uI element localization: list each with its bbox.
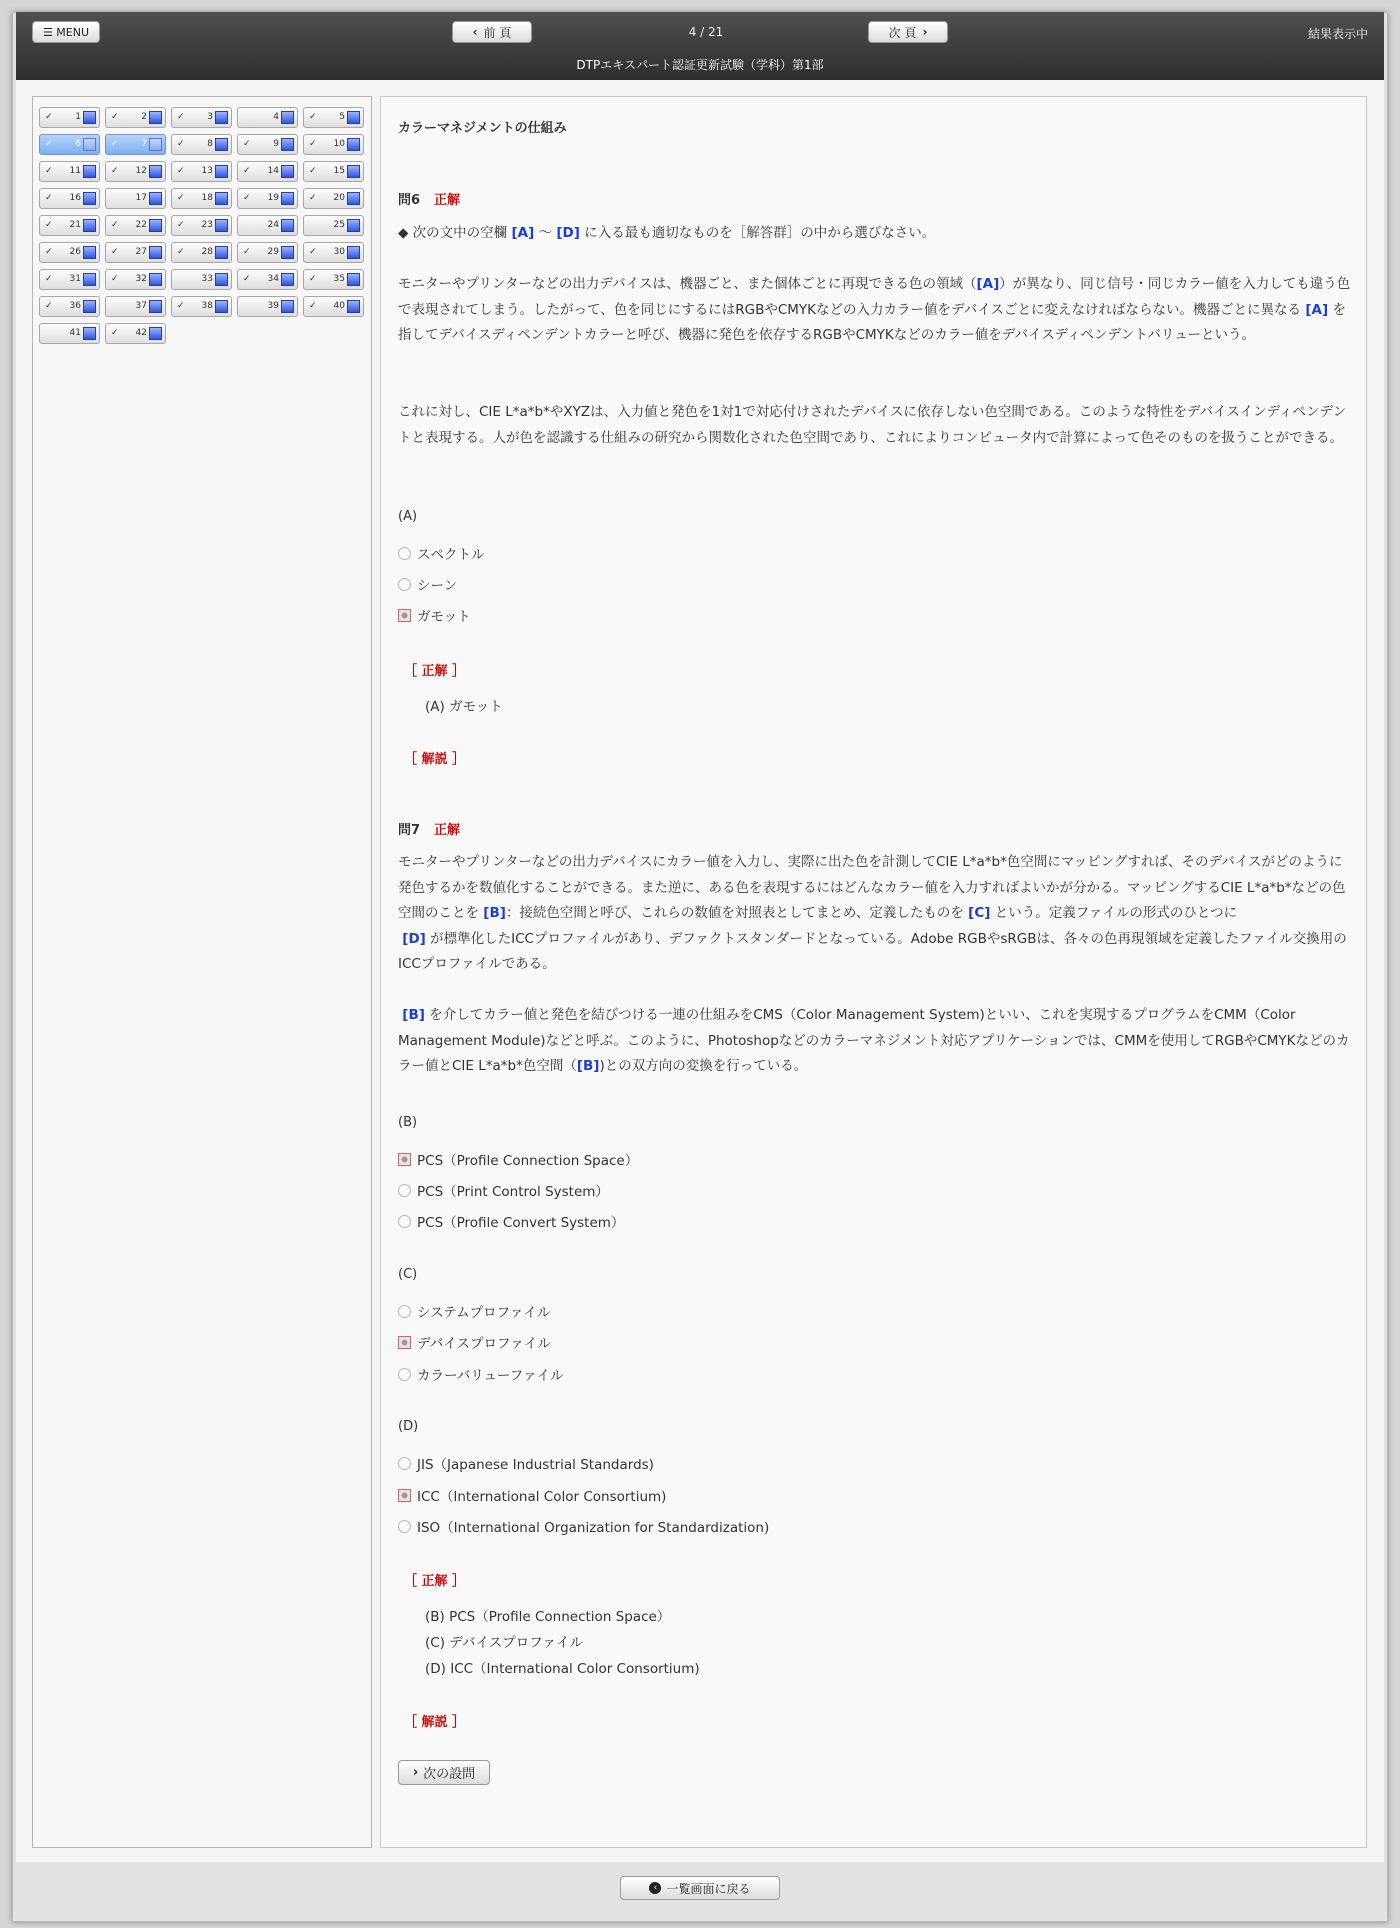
header-bar [16,12,1384,80]
flag-icon[interactable] [83,165,96,178]
check-icon: ✓ [309,112,317,122]
arrow-left-circle-icon: ‹ [649,1882,661,1894]
flag-icon[interactable] [347,165,360,178]
option-d-2[interactable] [398,1485,666,1505]
blank-b: [B] [402,1007,425,1023]
flag-icon[interactable] [149,327,162,340]
question-7-answer-b: (B) PCS（Profile Connection Space） [425,1609,671,1625]
flag-icon[interactable] [83,111,96,124]
question-number: 36 [69,301,81,311]
question-nav-button[interactable] [105,296,166,317]
para-text: )との双方向の変換を行っている。 [599,1058,808,1074]
radio-selected-icon[interactable] [398,609,411,622]
question-6-instruction [398,221,1353,247]
check-icon: ✓ [111,328,119,338]
flag-icon[interactable] [83,219,96,232]
question-number: 35 [333,274,345,284]
radio-selected-icon[interactable] [398,1153,411,1166]
flag-icon[interactable] [83,300,96,313]
option-c-2[interactable] [398,1332,551,1352]
question-number: 17 [135,193,147,203]
next-page-button[interactable] [868,21,948,43]
chevron-left-icon: ‹ [472,25,478,39]
question-number: 1 [75,112,81,122]
section-title: カラーマネジメントの仕組み [398,121,567,136]
flag-icon[interactable] [149,273,162,286]
question-6-header [398,189,460,208]
para-text: ）が異なり、同じ信号・同じカラー値を入力しても違う色で表現されてしまう。したがって、色を同じにするにはRGBやCMYKなどの入力カラー値をデバイスごとに変えなければならない。機器ごとに異なる [398,276,1351,318]
option-label: ガモット [417,609,471,625]
question-number: 7 [141,139,147,149]
flag-icon[interactable] [281,192,294,205]
question-nav-button[interactable] [303,161,364,182]
option-b-2[interactable] [398,1180,609,1200]
question-7-answer-c: (C) デバイスプロファイル [425,1635,584,1651]
question-7-answer-d: (D) ICC（International Color Consortium) [425,1661,700,1677]
question-6-paragraph-2: これに対し、CIE L*a*b*やXYZは、入力値と発色を1対1で対応付けされたデバイスに依存しない色空間である。このような特性をデバイスインディペンデントと表現する。人が色を認識する仕組みの研究から関数化された色空間であり、これによりコンピュータ内で計算によって色そのものを扱うことができる。 [398,404,1347,446]
question-6-label: 問6 [398,193,421,208]
option-label: ISO（International Organization for Standardization) [417,1520,770,1536]
question-number: 42 [135,328,147,338]
question-number: 38 [201,301,213,311]
question-number: 5 [339,112,345,122]
footer-bar [0,1862,1400,1910]
check-icon: ✓ [111,220,119,230]
question-number: 33 [201,274,213,284]
radio-icon[interactable] [398,547,411,560]
radio-selected-icon[interactable] [398,1489,411,1502]
part-d-label: (D) [398,1419,419,1434]
question-nav-button[interactable] [105,107,166,128]
question-nav-button[interactable] [237,296,298,317]
next-page-label: 次 頁 [888,25,917,40]
check-icon: ✓ [45,166,53,176]
check-icon: ✓ [45,274,53,284]
option-c-1[interactable] [398,1301,550,1321]
question-number: 10 [333,139,345,149]
question-number: 4 [273,112,279,122]
flag-icon[interactable] [347,246,360,259]
flag-icon[interactable] [215,246,228,259]
part-b-label: (B) [398,1115,418,1130]
flag-icon[interactable] [347,111,360,124]
question-panel [380,96,1367,1848]
back-to-list-label: 一覧画面に戻る [666,1881,751,1896]
flag-icon[interactable] [149,219,162,232]
question-number: 20 [333,193,345,203]
question-nav-button[interactable] [303,134,364,155]
check-icon: ✓ [309,247,317,257]
question-nav-button[interactable] [171,161,232,182]
question-6-answer-heading: ［ 正解 ］ [404,664,466,679]
question-number: 8 [207,139,213,149]
question-6-explanation-heading: ［ 解説 ］ [404,752,466,767]
question-number: 30 [333,247,345,257]
question-nav-button[interactable] [303,107,364,128]
flag-icon[interactable] [281,273,294,286]
question-number: 19 [267,193,279,203]
check-icon: ✓ [243,193,251,203]
option-a-1[interactable] [398,543,485,563]
instruction-text: ◆ 次の文中の空欄 [398,225,508,241]
check-icon: ✓ [45,247,53,257]
question-number: 21 [69,220,81,230]
check-icon: ✓ [45,193,53,203]
question-number: 3 [207,112,213,122]
exam-title: DTPエキスパート認証更新試験（学科）第1部 [576,58,824,72]
check-icon: ✓ [309,139,317,149]
check-icon: ✓ [111,247,119,257]
check-icon: ✓ [177,139,185,149]
question-number: 39 [267,301,279,311]
part-a-label: (A) [398,509,418,524]
question-nav-button[interactable] [105,134,166,155]
flag-icon[interactable] [347,273,360,286]
flag-icon[interactable] [347,300,360,313]
question-nav-button[interactable] [303,215,364,236]
radio-icon[interactable] [398,1215,411,1228]
question-nav-button[interactable] [237,215,298,236]
question-6-paragraph-1 [398,272,1353,349]
flag-icon[interactable] [215,192,228,205]
option-d-3[interactable] [398,1516,769,1536]
question-grid [39,107,369,344]
question-nav-button[interactable] [171,215,232,236]
para-text: という。定義ファイルの形式のひとつに [994,905,1238,921]
question-7-header [398,819,460,838]
question-number: 28 [201,247,213,257]
question-number: 25 [333,220,345,230]
instruction-text: に入る最も適切なものを［解答群］の中から選びなさい。 [584,225,936,241]
question-number: 12 [135,166,147,176]
question-nav-button[interactable] [39,107,100,128]
option-d-1[interactable] [398,1453,654,1473]
prev-page-button[interactable] [452,21,532,43]
flag-icon[interactable] [215,300,228,313]
flag-icon[interactable] [149,246,162,259]
page-counter: 4 / 21 [688,25,724,39]
option-label: カラーバリューファイル [417,1368,564,1384]
flag-icon[interactable] [149,111,162,124]
question-number: 2 [141,112,147,122]
radio-icon[interactable] [398,1305,411,1318]
question-number: 18 [201,193,213,203]
check-icon: ✓ [309,166,317,176]
radio-icon[interactable] [398,578,411,591]
check-icon: ✓ [309,301,317,311]
question-nav-button[interactable] [237,161,298,182]
option-a-3[interactable] [398,605,471,625]
option-label: ICC（International Color Consortium) [417,1489,667,1505]
question-7-paragraph-1 [398,850,1353,978]
check-icon: ✓ [309,274,317,284]
flag-icon[interactable] [215,273,228,286]
blank-d: [D] [556,225,580,241]
flag-icon[interactable] [347,219,360,232]
option-c-3[interactable] [398,1364,563,1384]
check-icon: ✓ [111,274,119,284]
para-text: ：接続色空間と呼び、これらの数値を対照表としてまとめ、定義したものを [505,905,964,921]
check-icon: ✓ [243,274,251,284]
flag-icon[interactable] [83,327,96,340]
question-nav-button[interactable] [171,188,232,209]
question-number: 22 [135,220,147,230]
question-nav-button[interactable] [105,215,166,236]
blank-b: [B] [483,905,506,921]
para-text: が標準化したICCプロファイルがあり、デファクトスタンダードとなっている。Adobe RGBやsRGBは、各々の色再現領域を定義したファイル交換用のICCプロファイルである。 [398,930,1347,972]
option-label: シーン [417,578,458,594]
check-icon: ✓ [45,112,53,122]
flag-icon[interactable] [215,111,228,124]
flag-icon[interactable] [281,246,294,259]
question-number: 26 [69,247,81,257]
part-c-label: (C) [398,1267,418,1282]
check-icon: ✓ [177,220,185,230]
option-label: PCS（Profile Convert System） [417,1215,625,1231]
check-icon: ✓ [177,247,185,257]
blank-c: [C] [968,905,991,921]
check-icon: ✓ [111,166,119,176]
option-b-3[interactable] [398,1211,624,1231]
question-number: 34 [267,274,279,284]
next-question-label: 次の設問 [423,1767,476,1782]
check-icon: ✓ [177,193,185,203]
flag-icon[interactable] [347,138,360,151]
question-nav-button[interactable] [105,188,166,209]
flag-icon[interactable] [149,300,162,313]
question-nav-button[interactable] [237,107,298,128]
question-nav-button[interactable] [171,296,232,317]
question-nav-button[interactable] [105,161,166,182]
option-label: システムプロファイル [417,1305,551,1321]
radio-selected-icon[interactable] [398,1336,411,1349]
check-icon: ✓ [177,166,185,176]
prev-page-label: 前 頁 [483,25,512,40]
option-label: スペクトル [417,547,485,563]
menu-button[interactable]: ☰ MENU [32,21,100,43]
question-nav-button[interactable] [171,269,232,290]
question-number: 9 [273,139,279,149]
check-icon: ✓ [177,301,185,311]
para-text: モニターやプリンターなどの出力デバイスにカラー値を入力し、実際に出た色を計測してCIE L*a*b*色空間にマッピングすれば、そのデバイスがどのように発色するかを数値化することができる。また逆に、ある色を表現するにはどんなカラー値を入力すればよいかが分かる。マッピングするCIE L*a*b*などの色空間のことを [398,854,1346,921]
check-icon: ✓ [45,220,53,230]
question-nav-button[interactable] [171,134,232,155]
flag-icon[interactable] [83,273,96,286]
option-a-2[interactable] [398,574,457,594]
question-nav-button[interactable] [237,134,298,155]
flag-icon[interactable] [83,138,96,151]
check-icon: ✓ [111,112,119,122]
question-nav-button[interactable] [303,296,364,317]
question-number: 31 [69,274,81,284]
question-7-answer-heading: ［ 正解 ］ [404,1574,466,1589]
blank-b: [B] [576,1058,600,1074]
question-nav-button[interactable] [39,296,100,317]
para-text: モニターやプリンターなどの出力デバイスは、機器ごと、また個体ごとに再現できる色の領域（ [398,276,977,292]
check-icon: ✓ [243,139,251,149]
option-label: JIS（Japanese Industrial Standards) [417,1457,654,1473]
question-nav-button[interactable] [237,269,298,290]
question-nav-button[interactable] [303,269,364,290]
question-number: 32 [135,274,147,284]
check-icon: ✓ [45,301,53,311]
blank-a: [A] [1305,301,1329,318]
chevron-right-icon: › [922,25,928,39]
question-7-label: 問7 [398,823,421,838]
question-navigator [32,96,372,1848]
question-nav-button[interactable] [39,134,100,155]
question-number: 16 [69,193,81,203]
radio-icon[interactable] [398,1184,411,1197]
question-nav-button[interactable] [303,242,364,263]
question-nav-button[interactable] [39,188,100,209]
option-label: PCS（Print Control System） [417,1184,609,1200]
question-number: 29 [267,247,279,257]
question-7-result: 正解 [434,823,461,838]
question-nav-button[interactable] [105,269,166,290]
question-nav-button[interactable] [237,188,298,209]
question-7-paragraph-2 [398,1003,1353,1080]
next-question-button[interactable] [398,1760,490,1785]
question-7-explanation-heading: ［ 解説 ］ [404,1715,466,1730]
flag-icon[interactable] [281,219,294,232]
back-to-list-button[interactable] [620,1876,780,1900]
option-label: PCS（Profile Connection Space） [417,1153,639,1169]
question-number: 40 [333,301,345,311]
result-status: 結果表示中 [1307,27,1368,41]
question-nav-button[interactable] [171,242,232,263]
check-icon: ✓ [111,139,119,149]
question-6-answer: (A) ガモット [425,699,503,715]
question-nav-button[interactable] [39,269,100,290]
check-icon: ✓ [177,112,185,122]
flag-icon[interactable] [215,219,228,232]
check-icon: ✓ [45,139,53,149]
question-number: 37 [135,301,147,311]
blank-a: [A] [511,225,535,241]
question-number: 27 [135,247,147,257]
flag-icon[interactable] [215,138,228,151]
option-label: デバイスプロファイル [417,1336,551,1352]
para-text: を介してカラー値と発色を結びつける一連の仕組みをCMS（Color Management System)といい、これを実現するプログラムをCMM（Color Management Module)などと呼ぶ。このように、Photoshopなどのカラーマネジメント対応アプリケーションでは、CMMを使用してRGBやCMYKなどのカラー値とCIE L*a*b*色空間（ [398,1007,1350,1074]
question-nav-button[interactable] [39,323,100,344]
flag-icon[interactable] [281,138,294,151]
flag-icon[interactable] [281,165,294,178]
question-number: 23 [201,220,213,230]
question-number: 14 [267,166,279,176]
flag-icon[interactable] [281,111,294,124]
question-number: 13 [201,166,213,176]
question-nav-button[interactable] [39,161,100,182]
para-text: を指してデバイスディペンデントカラーと呼び、機器に発色を依存するRGBやCMYKなどのカラー値をデバイスディペンデントバリューという。 [398,301,1346,343]
flag-icon[interactable] [281,300,294,313]
flag-icon[interactable] [215,165,228,178]
question-nav-button[interactable] [171,107,232,128]
flag-icon[interactable] [83,246,96,259]
chevron-right-icon: › [412,1765,419,1780]
instruction-sep: 〜 [538,225,553,241]
radio-icon[interactable] [398,1520,411,1533]
radio-icon[interactable] [398,1457,411,1470]
check-icon: ✓ [309,193,317,203]
check-icon: ✓ [243,247,251,257]
flag-icon[interactable] [83,192,96,205]
option-b-1[interactable] [398,1149,638,1169]
question-nav-button[interactable] [105,323,166,344]
question-nav-button[interactable] [39,242,100,263]
check-icon: ✓ [243,166,251,176]
blank-d: [D] [402,930,426,947]
question-nav-button[interactable] [39,215,100,236]
question-nav-button[interactable] [105,242,166,263]
question-number: 24 [267,220,279,230]
question-6-result: 正解 [434,193,461,208]
radio-icon[interactable] [398,1368,411,1381]
flag-icon[interactable] [347,192,360,205]
question-number: 15 [333,166,345,176]
flag-icon[interactable] [149,192,162,205]
question-number: 6 [75,139,81,149]
question-nav-button[interactable] [237,242,298,263]
flag-icon[interactable] [149,138,162,151]
question-number: 41 [69,328,81,338]
question-number: 11 [69,166,81,176]
flag-icon[interactable] [149,165,162,178]
blank-a: [A] [976,276,1000,292]
question-nav-button[interactable] [303,188,364,209]
